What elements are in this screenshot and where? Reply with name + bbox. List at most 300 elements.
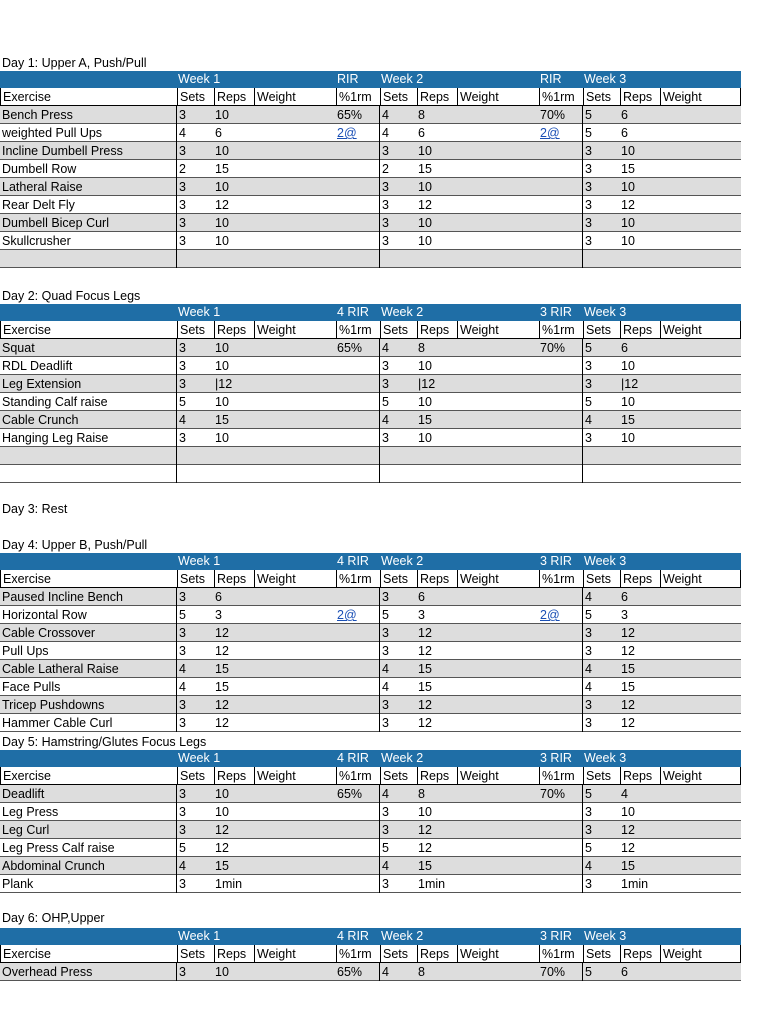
table-cell — [456, 160, 538, 178]
table-cell: 3 — [176, 821, 213, 839]
table-cell — [659, 106, 741, 124]
table-cell: 3 — [582, 696, 619, 714]
table-cell[interactable]: 2@ — [337, 608, 357, 622]
column-header-cell: Weight — [660, 321, 742, 339]
table-row — [0, 588, 741, 606]
table-cell — [253, 357, 335, 375]
column-header-cell: %1rm — [336, 321, 380, 339]
column-header-cell: Reps — [620, 945, 660, 963]
table-cell[interactable]: 2@ — [337, 126, 357, 140]
table-cell — [538, 375, 582, 393]
table-cell — [456, 250, 538, 268]
table-cell — [456, 196, 538, 214]
table-cell — [659, 642, 741, 660]
table-cell: 3 — [176, 375, 213, 393]
table-cell: 15 — [621, 859, 635, 873]
table-cell: 70% — [540, 965, 566, 979]
exercise-cell — [0, 447, 176, 465]
table-cell — [335, 375, 379, 393]
table-cell: 4 — [582, 660, 619, 678]
table-cell — [253, 142, 335, 160]
table-cell — [456, 714, 538, 732]
exercise-cell: Leg Press Calf raise — [2, 841, 115, 855]
table-cell: 12 — [418, 823, 432, 837]
table-row — [0, 714, 741, 732]
table-cell: 12 — [215, 698, 229, 712]
table-cell — [538, 393, 582, 411]
table-cell: 5 — [582, 606, 619, 624]
column-header-cell: %1rm — [539, 945, 583, 963]
table-cell: 12 — [215, 716, 229, 730]
table-cell: 3 — [176, 142, 213, 160]
day-title: Day 3: Rest — [2, 502, 68, 516]
table-cell: 12 — [215, 841, 229, 855]
table-cell: 10 — [215, 180, 229, 194]
table-row — [0, 803, 741, 821]
table-row — [0, 339, 741, 357]
table-cell — [456, 214, 538, 232]
column-header-cell: Reps — [214, 945, 254, 963]
column-header-cell: Exercise — [3, 947, 51, 961]
table-cell[interactable]: 2@ — [540, 126, 560, 140]
table-cell — [456, 963, 538, 981]
week-header-row — [0, 750, 741, 767]
table-cell: 12 — [621, 716, 635, 730]
table-cell — [659, 250, 741, 268]
table-cell — [253, 624, 335, 642]
table-cell — [335, 696, 379, 714]
table-cell: 3 — [379, 375, 416, 393]
day-title: Day 1: Upper A, Push/Pull — [2, 56, 147, 70]
table-row — [0, 411, 741, 429]
table-cell — [253, 857, 335, 875]
table-cell: 10 — [418, 180, 432, 194]
table-cell — [659, 339, 741, 357]
table-cell — [538, 447, 582, 465]
table-cell — [253, 106, 335, 124]
week-header-cell: RIR — [540, 72, 562, 86]
table-cell: 15 — [215, 413, 229, 427]
table-cell — [253, 465, 335, 483]
table-cell — [253, 411, 335, 429]
column-header-cell: Exercise — [3, 90, 51, 104]
exercise-cell: Cable Latheral Raise — [2, 662, 119, 676]
table-cell: 10 — [621, 395, 635, 409]
table-cell — [538, 624, 582, 642]
table-cell — [335, 178, 379, 196]
table-cell — [538, 214, 582, 232]
table-cell: 10 — [621, 359, 635, 373]
table-cell — [659, 447, 741, 465]
week-header-row — [0, 553, 741, 570]
table-cell: 8 — [418, 787, 425, 801]
table-cell: 3 — [582, 803, 619, 821]
table-cell: 3 — [176, 875, 213, 893]
table-cell: 4 — [176, 411, 213, 429]
table-cell — [335, 393, 379, 411]
table-cell — [538, 357, 582, 375]
table-cell — [659, 839, 741, 857]
table-cell: 65% — [337, 341, 363, 355]
table-cell: 10 — [215, 108, 229, 122]
table-cell: 3 — [379, 624, 416, 642]
table-cell — [335, 642, 379, 660]
table-cell: 3 — [176, 624, 213, 642]
table-cell — [416, 447, 456, 465]
table-cell — [456, 142, 538, 160]
exercise-cell: Hammer Cable Curl — [2, 716, 113, 730]
week-header-row — [0, 304, 741, 321]
table-cell: 10 — [215, 359, 229, 373]
table-cell: 3 — [379, 642, 416, 660]
table-cell: 2 — [379, 160, 416, 178]
column-header-cell: Sets — [380, 88, 417, 106]
table-cell — [456, 678, 538, 696]
table-cell: 3 — [582, 375, 619, 393]
column-header-cell: Reps — [417, 321, 457, 339]
column-header-cell: %1rm — [539, 570, 583, 588]
table-cell — [335, 839, 379, 857]
column-header-cell: Sets — [177, 945, 214, 963]
table-row — [0, 106, 741, 124]
table-cell: 3 — [582, 160, 619, 178]
table-cell — [456, 178, 538, 196]
table-cell: 6 — [621, 965, 628, 979]
column-header-cell: Weight — [254, 767, 336, 785]
table-cell — [659, 357, 741, 375]
table-cell: 10 — [215, 144, 229, 158]
table-cell: 5 — [379, 393, 416, 411]
table-cell: 15 — [418, 413, 432, 427]
table-cell — [538, 411, 582, 429]
table-cell: 6 — [621, 108, 628, 122]
table-cell: 70% — [540, 787, 566, 801]
table-cell: 3 — [379, 142, 416, 160]
table-cell — [659, 875, 741, 893]
column-header-cell: %1rm — [539, 88, 583, 106]
table-cell: 15 — [621, 680, 635, 694]
table-cell — [456, 696, 538, 714]
table-cell: 3 — [582, 357, 619, 375]
column-header-cell: Reps — [214, 88, 254, 106]
table-cell: 6 — [418, 590, 425, 604]
table-cell — [538, 250, 582, 268]
table-cell: 12 — [621, 823, 635, 837]
table-cell: 10 — [621, 431, 635, 445]
table-cell — [335, 714, 379, 732]
table-cell: 10 — [418, 359, 432, 373]
table-cell: 15 — [621, 662, 635, 676]
table-cell: 5 — [176, 839, 213, 857]
column-header-cell: Sets — [583, 945, 620, 963]
week-header-cell: 3 RIR — [540, 751, 572, 765]
table-cell: 3 — [379, 875, 416, 893]
table-cell: 4 — [582, 857, 619, 875]
table-cell: 3 — [379, 821, 416, 839]
table-cell — [659, 142, 741, 160]
table-cell: 12 — [621, 698, 635, 712]
column-header-row — [0, 767, 741, 785]
table-cell: 3 — [176, 214, 213, 232]
exercise-cell — [0, 250, 176, 268]
week-header-cell: 3 RIR — [540, 305, 572, 319]
column-header-cell: Reps — [620, 570, 660, 588]
column-header-cell: Weight — [660, 767, 742, 785]
table-cell — [335, 142, 379, 160]
table-cell — [253, 803, 335, 821]
table-cell: 3 — [176, 429, 213, 447]
week-header-cell: Week 3 — [584, 305, 627, 319]
column-header-cell: %1rm — [539, 767, 583, 785]
day-title: Day 2: Quad Focus Legs — [2, 289, 141, 303]
table-cell — [456, 606, 538, 624]
week-header-cell: 4 RIR — [337, 929, 369, 943]
table-cell — [335, 214, 379, 232]
table-cell — [335, 660, 379, 678]
exercise-cell: Tricep Pushdowns — [2, 698, 105, 712]
table-cell — [253, 875, 335, 893]
column-header-cell: Weight — [457, 945, 539, 963]
table-cell — [335, 250, 379, 268]
week-header-cell: Week 2 — [381, 554, 424, 568]
table-cell: 4 — [379, 124, 416, 142]
column-header-cell: Reps — [417, 945, 457, 963]
table-cell — [253, 375, 335, 393]
table-cell: 15 — [621, 413, 635, 427]
table-cell: 3 — [621, 608, 628, 622]
table-cell — [659, 429, 741, 447]
table-cell: 4 — [582, 411, 619, 429]
table-cell — [659, 124, 741, 142]
table-cell — [659, 696, 741, 714]
table-cell: 4 — [379, 106, 416, 124]
table-cell — [335, 624, 379, 642]
exercise-cell: Incline Dumbell Press — [2, 144, 123, 158]
table-cell: 3 — [176, 232, 213, 250]
table-cell — [253, 250, 335, 268]
table-cell: 65% — [337, 108, 363, 122]
table-cell: 12 — [215, 644, 229, 658]
table-row — [0, 160, 741, 178]
table-cell: 4 — [176, 857, 213, 875]
table-cell: 15 — [215, 859, 229, 873]
table-cell — [538, 142, 582, 160]
column-header-cell: Weight — [254, 570, 336, 588]
exercise-cell: Rear Delt Fly — [2, 198, 75, 212]
table-row — [0, 196, 741, 214]
table-cell: 5 — [582, 393, 619, 411]
exercise-cell: Leg Extension — [2, 377, 82, 391]
column-header-cell: %1rm — [336, 570, 380, 588]
week-header-cell: RIR — [337, 72, 359, 86]
column-header-cell: Reps — [417, 570, 457, 588]
table-cell: 5 — [582, 124, 619, 142]
column-header-cell: Weight — [660, 88, 742, 106]
table-cell: 3 — [582, 714, 619, 732]
table-cell: 3 — [582, 196, 619, 214]
exercise-cell: Latheral Raise — [2, 180, 83, 194]
table-cell: 3 — [582, 232, 619, 250]
table-cell — [456, 124, 538, 142]
table-cell: 15 — [215, 162, 229, 176]
table-row — [0, 142, 741, 160]
table-cell[interactable]: 2@ — [540, 608, 560, 622]
table-cell: 10 — [215, 395, 229, 409]
table-cell — [538, 178, 582, 196]
table-cell: 3 — [582, 624, 619, 642]
day-title: Day 5: Hamstring/Glutes Focus Legs — [2, 735, 207, 749]
table-cell — [456, 357, 538, 375]
table-cell: 10 — [418, 234, 432, 248]
table-cell — [659, 588, 741, 606]
column-header-cell: Weight — [660, 570, 742, 588]
exercise-cell: Standing Calf raise — [2, 395, 108, 409]
table-row — [0, 214, 741, 232]
table-cell — [456, 624, 538, 642]
table-cell: 4 — [176, 660, 213, 678]
column-header-cell: Reps — [214, 321, 254, 339]
table-cell: 10 — [621, 144, 635, 158]
column-header-cell: Sets — [583, 88, 620, 106]
column-header-cell: Sets — [380, 570, 417, 588]
table-row — [0, 785, 741, 803]
week-header-cell: Week 1 — [178, 305, 221, 319]
table-cell — [456, 839, 538, 857]
table-cell — [335, 196, 379, 214]
table-cell: 12 — [418, 716, 432, 730]
table-cell — [456, 857, 538, 875]
table-cell: 3 — [582, 642, 619, 660]
column-header-cell: %1rm — [336, 767, 380, 785]
table-cell — [456, 642, 538, 660]
exercise-cell: RDL Deadlift — [2, 359, 73, 373]
column-header-cell: Reps — [214, 767, 254, 785]
exercise-cell: Deadlift — [2, 787, 45, 801]
table-cell: 10 — [215, 787, 229, 801]
table-cell — [538, 803, 582, 821]
week-header-cell: Week 2 — [381, 72, 424, 86]
column-header-cell: %1rm — [336, 88, 380, 106]
table-cell — [538, 821, 582, 839]
column-header-cell: %1rm — [336, 945, 380, 963]
week-header-cell: 3 RIR — [540, 929, 572, 943]
week-header-cell: 4 RIR — [337, 554, 369, 568]
table-cell — [253, 714, 335, 732]
table-cell — [253, 447, 335, 465]
table-cell: 4 — [379, 963, 416, 981]
column-header-cell: Sets — [380, 945, 417, 963]
table-cell — [538, 875, 582, 893]
column-header-cell: Reps — [620, 767, 660, 785]
table-cell: 3 — [379, 214, 416, 232]
table-cell: 12 — [418, 841, 432, 855]
table-cell — [213, 250, 253, 268]
table-cell — [582, 447, 619, 465]
table-cell — [213, 447, 253, 465]
table-cell: 4 — [582, 678, 619, 696]
table-cell — [659, 465, 741, 483]
column-header-cell: Sets — [583, 767, 620, 785]
table-cell: 6 — [215, 590, 222, 604]
exercise-cell: Dumbell Bicep Curl — [2, 216, 109, 230]
table-cell: 5 — [582, 785, 619, 803]
table-cell: 10 — [215, 805, 229, 819]
column-header-cell: Reps — [214, 570, 254, 588]
table-cell: 6 — [621, 126, 628, 140]
table-cell — [582, 465, 619, 483]
table-cell: 3 — [379, 803, 416, 821]
week-header-cell: Week 2 — [381, 305, 424, 319]
table-cell: 15 — [418, 662, 432, 676]
table-cell: 3 — [176, 642, 213, 660]
column-header-cell: Sets — [177, 570, 214, 588]
table-cell: 6 — [621, 590, 628, 604]
table-cell — [659, 714, 741, 732]
table-cell — [659, 624, 741, 642]
exercise-cell: weighted Pull Ups — [2, 126, 103, 140]
table-cell — [335, 857, 379, 875]
table-cell — [335, 875, 379, 893]
table-cell: 5 — [176, 606, 213, 624]
column-header-cell: Sets — [380, 767, 417, 785]
table-cell — [456, 803, 538, 821]
table-cell — [659, 785, 741, 803]
table-cell — [253, 678, 335, 696]
table-cell: 3 — [582, 429, 619, 447]
table-cell: 5 — [582, 106, 619, 124]
table-cell: 3 — [215, 608, 222, 622]
table-row — [0, 393, 741, 411]
column-header-cell: Exercise — [3, 769, 51, 783]
table-row — [0, 447, 741, 465]
table-cell: 15 — [418, 680, 432, 694]
table-cell: 10 — [621, 216, 635, 230]
column-header-cell: Sets — [177, 321, 214, 339]
table-cell — [619, 465, 659, 483]
exercise-cell: Leg Press — [2, 805, 59, 819]
table-cell: 10 — [418, 805, 432, 819]
table-cell: 15 — [621, 162, 635, 176]
table-cell: 3 — [582, 875, 619, 893]
column-header-cell: Reps — [417, 88, 457, 106]
column-header-cell: Exercise — [3, 572, 51, 586]
table-row — [0, 696, 741, 714]
table-cell — [538, 696, 582, 714]
column-header-cell: Exercise — [3, 323, 51, 337]
table-cell — [335, 357, 379, 375]
table-cell: 10 — [621, 234, 635, 248]
table-cell: 12 — [418, 198, 432, 212]
table-cell — [659, 660, 741, 678]
table-cell: 1min — [215, 877, 243, 891]
table-cell — [456, 393, 538, 411]
table-cell — [335, 465, 379, 483]
exercise-cell: Overhead Press — [2, 965, 93, 979]
table-cell: 3 — [176, 963, 213, 981]
table-cell — [538, 678, 582, 696]
table-cell — [659, 678, 741, 696]
column-header-cell: Weight — [254, 321, 336, 339]
exercise-cell: Cable Crunch — [2, 413, 79, 427]
table-cell: 10 — [215, 234, 229, 248]
table-cell: 5 — [379, 839, 416, 857]
table-cell — [456, 106, 538, 124]
table-cell: 3 — [176, 714, 213, 732]
table-cell — [335, 429, 379, 447]
table-cell — [538, 588, 582, 606]
table-cell — [176, 447, 213, 465]
table-cell: 3 — [582, 142, 619, 160]
